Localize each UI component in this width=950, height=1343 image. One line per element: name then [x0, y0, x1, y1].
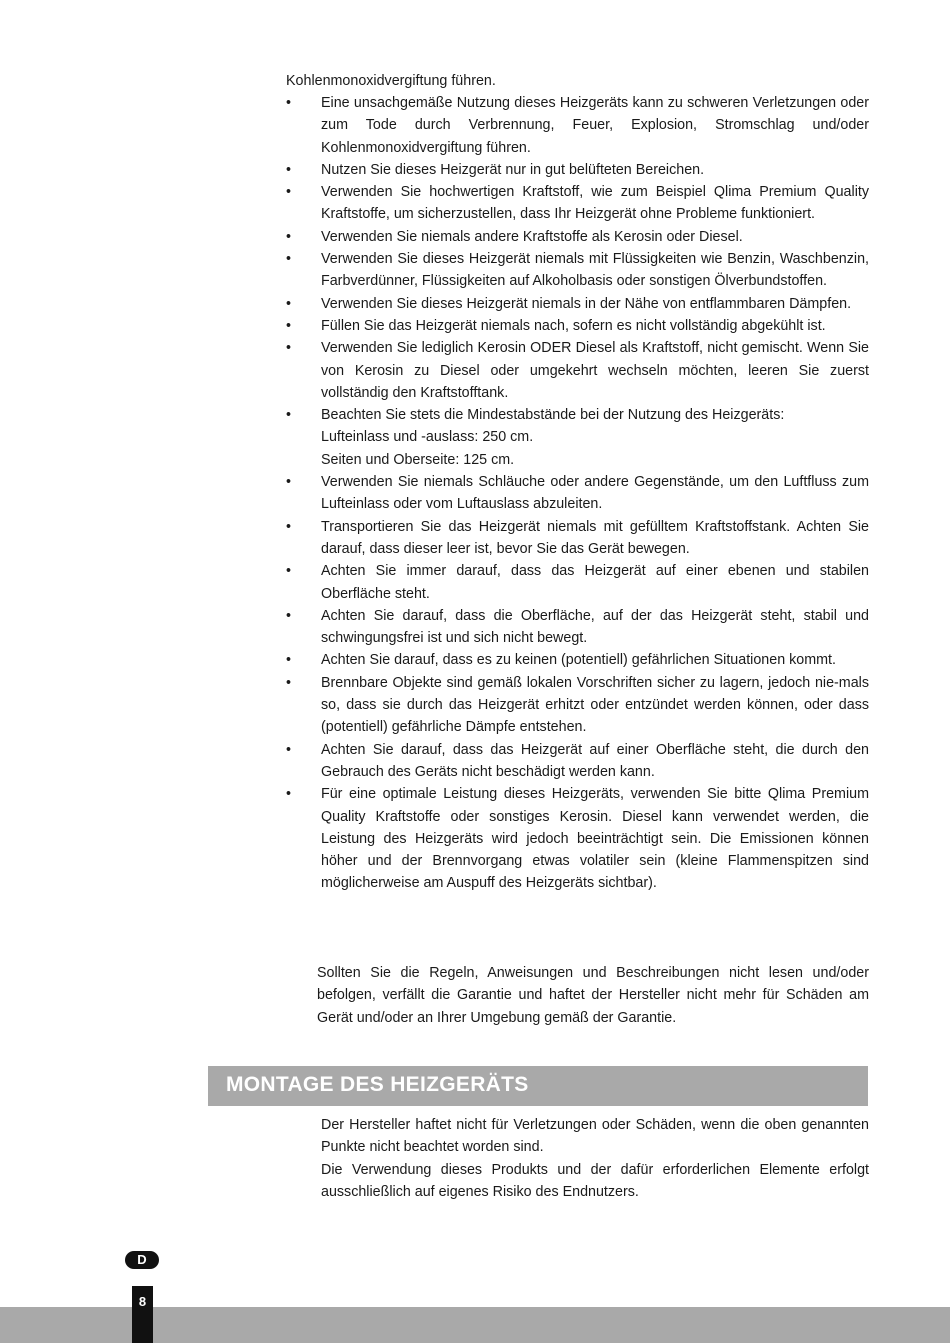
- bullet-item: [286, 92, 869, 159]
- bullet-text: Verwenden Sie dieses Heizgerät niemals in der Nähe von entflammbaren Dämpfen.: [321, 295, 852, 312]
- bullet-dot-icon: •: [286, 518, 292, 535]
- bullet-text: Beachten Sie stets die Mindestabstände bei der Nutzung des Heizgeräts:: [321, 407, 785, 424]
- bullet-dot-icon: •: [286, 474, 292, 491]
- bullet-item: [286, 226, 869, 248]
- bullet-dot-icon: •: [286, 607, 292, 624]
- bullet-item: [286, 471, 869, 516]
- bullet-dot-icon: •: [286, 251, 292, 268]
- bullet-text: Für eine optimale Leistung dieses Heizgeräts, verwenden Sie bitte Qlima Premium Quality Kraftstoffe oder sonstiges Kerosin. Diesel kann verwendet werden, die Leistung des Heizgeräts wird jedoch beeinträchtigt sein. Die Emissionen können höher und der Brennvorgang etwas volatiler sein (kleine Flammenspitzen sind möglicherweise am Auspuff des Heizgeräts sichtbar).: [321, 786, 869, 892]
- bullet-item: [286, 739, 869, 784]
- bullet-text: Transportieren Sie das Heizgerät niemals mit gefülltem Kraftstoffstank. Achten Sie darauf, dass dieser leer ist, bevor Sie das Gerät bewegen.: [321, 518, 869, 557]
- bullet-item: [286, 560, 869, 605]
- bullet-dot-icon: •: [286, 161, 292, 178]
- section-header-bar: [208, 1066, 868, 1106]
- bullet-text: Achten Sie immer darauf, dass das Heizgerät auf einer ebenen und stabilen Oberfläche steht.: [321, 563, 869, 602]
- bullet-text: Verwenden Sie dieses Heizgerät niemals mit Flüssigkeiten wie Benzin, Waschbenzin, Farbverdünner, Flüssigkeiten auf Alkoholbasis oder sonstigen Ölverbundstoffen.: [321, 251, 869, 290]
- closing-paragraph: Sollten Sie die Regeln, Anweisungen und Beschreibungen nicht lesen und/oder befolgen, verfällt die Garantie und haftet der Hersteller nicht mehr für Schäden am Gerät und/oder an Ihrer Umgebung gemäß der Garantie.: [317, 965, 869, 1026]
- bullet-dot-icon: •: [286, 317, 292, 334]
- bullet-item: [286, 315, 869, 337]
- bullet-text: Eine unsachgemäße Nutzung dieses Heizgeräts kann zu schweren Verletzungen oder zum Tode durch Verbrennung, Feuer, Explosion, Stromschlag und/oder Kohlenmonoxidvergiftung führen.: [321, 95, 869, 156]
- bullet-text: Lufteinlass und -auslass: 250 cm.: [321, 429, 534, 446]
- bullet-text: Achten Sie darauf, dass es zu keinen (potentiell) gefährlichen Situationen kommt.: [321, 652, 836, 669]
- bullet-text: Verwenden Sie niemals Schläuche oder andere Gegenstände, um den Luftfluss zum Lufteinlass oder vom Luftauslass abzuleiten.: [321, 474, 869, 513]
- bullet-item: [286, 516, 869, 561]
- bullet-item: [286, 605, 869, 650]
- section-body: [321, 1114, 869, 1203]
- bullet-text: Seiten und Oberseite: 125 cm.: [321, 451, 515, 468]
- bullet-text: Füllen Sie das Heizgerät niemals nach, sofern es nicht vollständig abgekühlt ist.: [321, 317, 826, 334]
- bullet-item: [286, 159, 869, 181]
- bullet-item: [286, 649, 869, 671]
- bullet-item: [286, 783, 869, 894]
- page-number-tab: [132, 1286, 153, 1343]
- bullet-dot-icon: •: [286, 741, 292, 758]
- bullet-dot-icon: •: [286, 674, 292, 691]
- bullet-dot-icon: •: [286, 652, 292, 669]
- bullet-item: [286, 672, 869, 739]
- bullet-dot-icon: •: [286, 95, 292, 111]
- bullet-dot-icon: •: [286, 786, 292, 803]
- bullet-text: Achten Sie darauf, dass das Heizgerät auf einer Oberfläche steht, die durch den Gebrauch des Geräts nicht beschädigt werden kann.: [321, 741, 869, 780]
- bullet-text: Verwenden Sie hochwertigen Kraftstoff, wie zum Beispiel Qlima Premium Quality Kraftstoffe, um sicherzustellen, dass Ihr Heizgerät ohne Probleme funktioniert.: [321, 184, 869, 223]
- bullet-text: Achten Sie darauf, dass die Oberfläche, auf der das Heizgerät steht, stabil und schwingungsfrei ist und sich nicht bewegt.: [321, 607, 869, 647]
- section-paragraph: Die Verwendung dieses Produkts und der dafür erforderlichen Elemente erfolgt ausschließlich auf eigenes Risiko des Endnutzers.: [321, 1161, 869, 1200]
- page-number: 8: [138, 1294, 147, 1309]
- bullet-dot-icon: •: [286, 563, 292, 580]
- bullet-text: Verwenden Sie niemals andere Kraftstoffe als Kerosin oder Diesel.: [321, 228, 743, 245]
- bullet-dot-icon: •: [286, 184, 292, 201]
- bullet-text: Nutzen Sie dieses Heizgerät nur in gut belüfteten Bereichen.: [321, 161, 705, 178]
- safety-bullet-list: [286, 92, 869, 895]
- language-badge: D: [125, 1251, 159, 1269]
- bullet-item: [286, 337, 869, 404]
- bullet-dot-icon: •: [286, 295, 292, 312]
- bullet-item: [286, 181, 869, 226]
- intro-line: Kohlenmonoxidvergiftung führen.: [286, 73, 496, 89]
- bullet-item: [286, 248, 869, 293]
- bullet-text: Brennbare Objekte sind gemäß lokalen Vorschriften sicher zu lagern, jedoch nie-mals so, dass sie durch das Heizgerät erhitzt oder entzündet werden können, oder dass (potentiell) gefährliche Dämpfe entstehen.: [321, 674, 869, 736]
- bullet-dot-icon: •: [286, 228, 292, 245]
- bullet-dot-icon: •: [286, 340, 292, 357]
- bullet-dot-icon: •: [286, 407, 292, 424]
- section-paragraph: Der Hersteller haftet nicht für Verletzungen oder Schäden, wenn die oben genannten Punkte nicht beachtet worden sind.: [321, 1117, 869, 1156]
- bullet-item: [286, 293, 869, 315]
- section-title: MONTAGE DES HEIZGERÄTS: [226, 1073, 529, 1096]
- bullet-item: [286, 404, 869, 471]
- bullet-text: Verwenden Sie lediglich Kerosin ODER Diesel als Kraftstoff, nicht gemischt. Wenn Sie von Kerosin zu Diesel oder umgekehrt wechseln möchten, leeren Sie zuerst vollständig den Kraftstofftank.: [321, 340, 869, 401]
